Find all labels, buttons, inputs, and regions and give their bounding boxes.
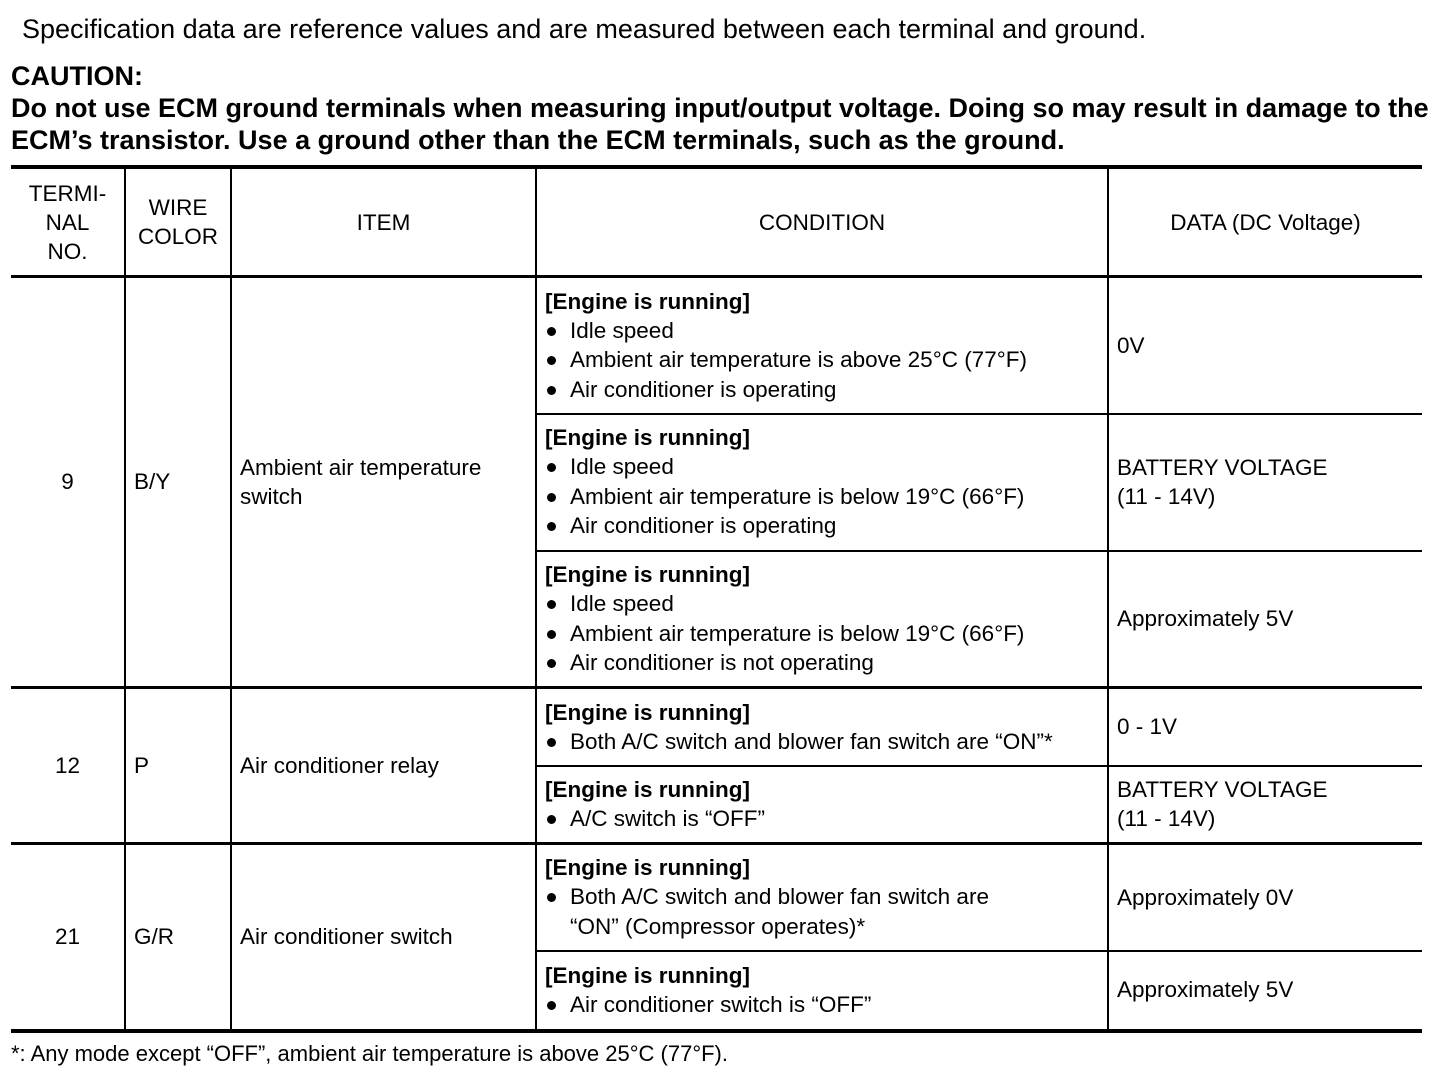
condition-cell: [Engine is running] Both A/C switch and blower fan switch are “ON” (Compressor operates)*	[536, 844, 1108, 951]
table-row	[11, 688, 1422, 766]
caution-title: CAUTION:	[11, 61, 143, 91]
condition-bullet: Air conditioner is not operating	[545, 648, 1099, 678]
data-value: Approximately 5V	[1108, 951, 1422, 1031]
footnote: *: Any mode except “OFF”, ambient air temperature is above 25°C (77°F).	[11, 1041, 728, 1066]
terminal-number: 12	[11, 688, 125, 844]
header-terminal-no: TERMI- NAL NO.	[11, 167, 125, 277]
terminal-group-9	[11, 277, 1422, 688]
data-value: 0V	[1108, 277, 1422, 414]
condition-cell: [Engine is running] Both A/C switch and blower fan switch are “ON”*	[536, 688, 1108, 766]
condition-bullet: Both A/C switch and blower fan switch are “ON” (Compressor operates)*	[545, 882, 1099, 941]
data-value: Approximately 0V	[1108, 844, 1422, 951]
table-row	[11, 844, 1422, 951]
caution-body: Do not use ECM ground terminals when measuring input/output voltage. Doing so may result in damage to the ECM’s transistor. Use a ground other than the ECM terminals, such as the ground.	[11, 93, 1429, 155]
terminal-number: 9	[11, 277, 125, 688]
condition-bullet: Idle speed	[545, 316, 1099, 346]
header-wire-color: WIRE COLOR	[125, 167, 231, 277]
intro-text: Specification data are reference values and are measured between each terminal and ground.	[22, 14, 1147, 44]
condition-cell: [Engine is running] Idle speed Ambient air temperature is below 19°C (66°F) Air conditioner is not operating	[536, 551, 1108, 688]
table-row	[11, 277, 1422, 414]
terminal-group-12	[11, 688, 1422, 844]
condition-bullet: Air conditioner is operating	[545, 375, 1099, 405]
data-value: 0 - 1V	[1108, 688, 1422, 766]
data-value: Approximately 5V	[1108, 551, 1422, 688]
condition-cell: [Engine is running] A/C switch is “OFF”	[536, 766, 1108, 844]
condition-bullet: Air conditioner switch is “OFF”	[545, 990, 1099, 1020]
header-data: DATA (DC Voltage)	[1108, 167, 1422, 277]
condition-bullet: Ambient air temperature is below 19°C (66°F)	[545, 619, 1099, 649]
condition-bullet: A/C switch is “OFF”	[545, 804, 1099, 834]
condition-cell: [Engine is running] Idle speed Ambient air temperature is below 19°C (66°F) Air conditioner is operating	[536, 414, 1108, 551]
condition-cell: [Engine is running] Idle speed Ambient air temperature is above 25°C (77°F) Air conditioner is operating	[536, 277, 1108, 414]
condition-bullet: Idle speed	[545, 452, 1099, 482]
condition-cell: [Engine is running] Air conditioner switch is “OFF”	[536, 951, 1108, 1031]
item-name: Air conditioner relay	[231, 688, 536, 844]
condition-bullet: Idle speed	[545, 589, 1099, 619]
item-name: Air conditioner switch	[231, 844, 536, 1031]
condition-bullet: Both A/C switch and blower fan switch are “ON”*	[545, 727, 1099, 757]
wire-color: B/Y	[125, 277, 231, 688]
terminal-group-21	[11, 844, 1422, 1031]
terminal-number: 21	[11, 844, 125, 1031]
data-value: BATTERY VOLTAGE (11 - 14V)	[1108, 414, 1422, 551]
wire-color: P	[125, 688, 231, 844]
condition-bullet: Air conditioner is operating	[545, 511, 1099, 541]
condition-bullet: Ambient air temperature is below 19°C (66°F)	[545, 482, 1099, 512]
header-condition: CONDITION	[536, 167, 1108, 277]
header-item: ITEM	[231, 167, 536, 277]
terminal-spec-table	[11, 165, 1422, 1033]
table-header-row	[11, 167, 1422, 277]
condition-bullet: Ambient air temperature is above 25°C (77°F)	[545, 345, 1099, 375]
data-value: BATTERY VOLTAGE (11 - 14V)	[1108, 766, 1422, 844]
item-name: Ambient air temperature switch	[231, 277, 536, 688]
wire-color: G/R	[125, 844, 231, 1031]
